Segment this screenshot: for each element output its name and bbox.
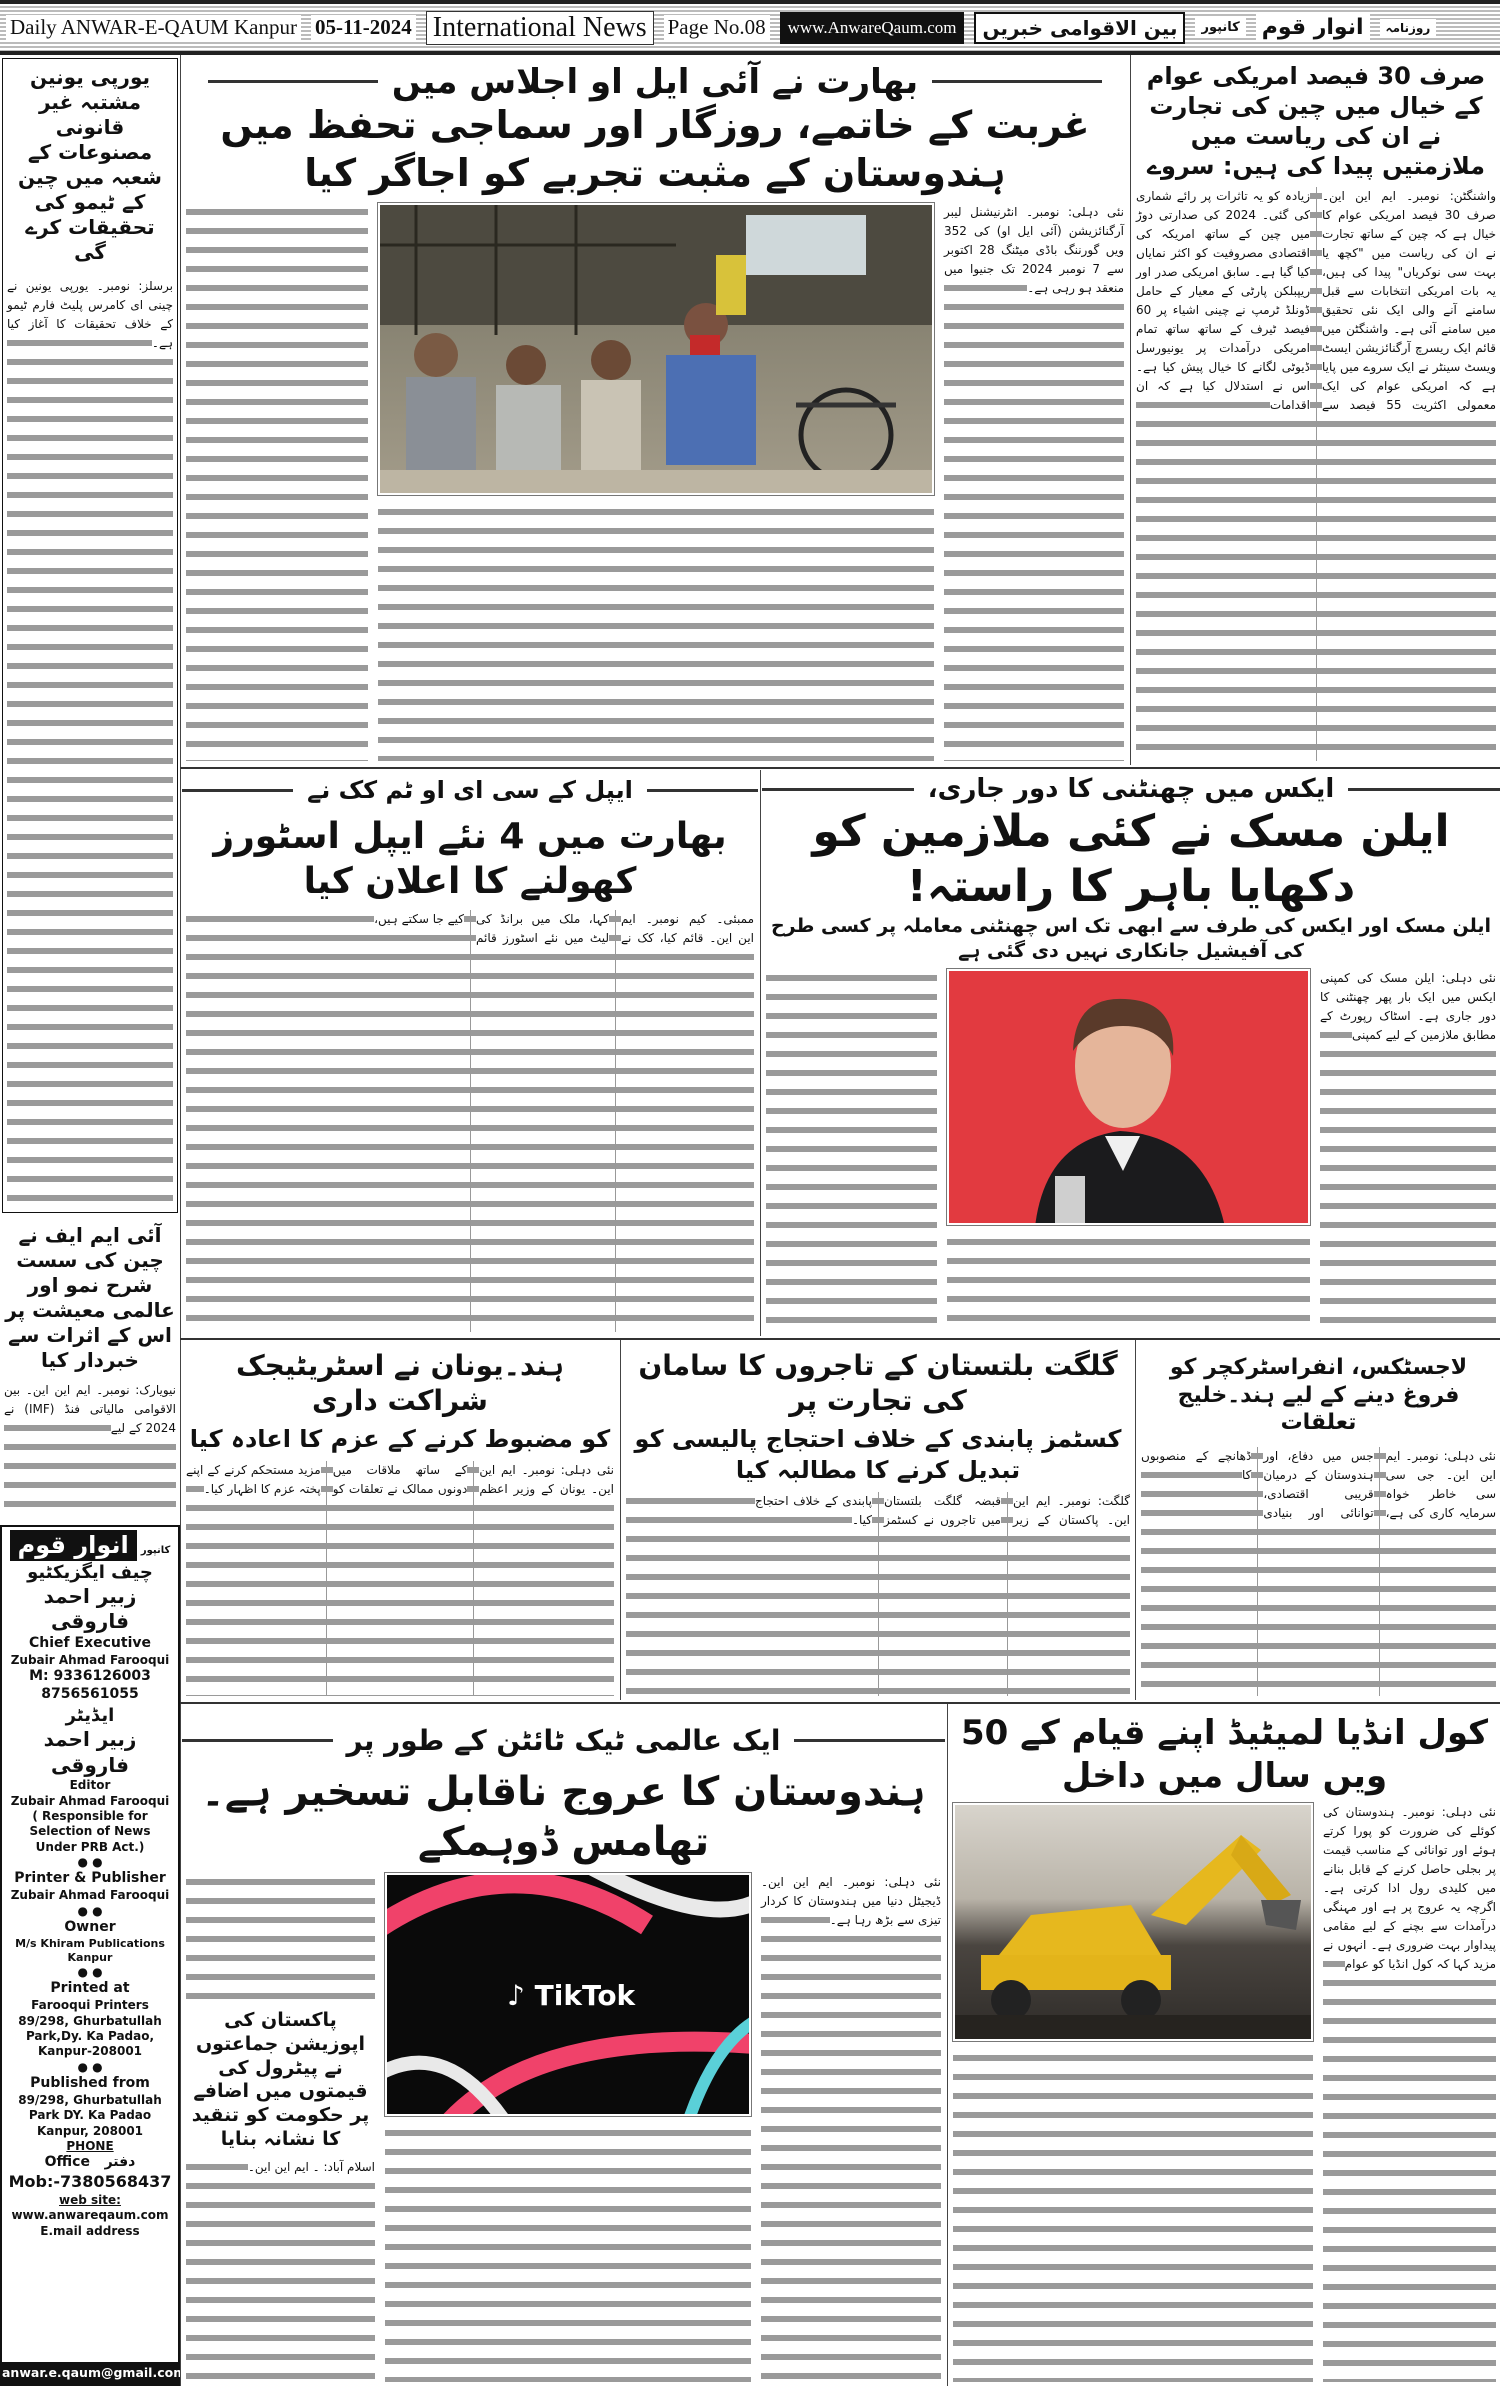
article-body	[1320, 969, 1496, 1332]
office-label-urdu: دفتر	[104, 2154, 136, 2171]
article-body	[626, 1492, 1130, 1696]
headline: ایلن مسک نے کئی ملازمین کو دکھایا باہر کا راستہ!	[812, 806, 1450, 912]
body-text: نئی دہلی: نومبر۔ انٹرنیشنل لیبر آرگنائزیشن (آئی ایل او) کی 352 ویں گورننگ باڈی میٹنگ 28 اکتوبر سے 7 نومبر 2024 تک جنیوا میں منعقد ہو رہی ہے۔	[944, 205, 1124, 295]
text-block	[186, 203, 368, 761]
article-gilgit	[622, 1340, 1134, 1700]
workers-illustration	[378, 205, 932, 495]
editor-name: Zubair Ahmad Farooqui	[10, 1793, 170, 1808]
article-body	[186, 1461, 614, 1696]
tiktok-logo-text: TikTok	[534, 1979, 636, 2012]
mobile-1: 9336126003	[53, 1668, 151, 1685]
text-block	[186, 1873, 375, 2003]
paper-name-urdu: انوار قوم	[1256, 13, 1370, 42]
body-text: برسلز: نومبر۔ یورپی یونین نے چینی ای کامرس پلیٹ فارم ٹیمو کے خلاف تحقیقات کا آغاز کیا ہے۔	[7, 279, 173, 350]
article-body	[1141, 1447, 1496, 1697]
column-divider	[1135, 1340, 1136, 1700]
text-block	[947, 1233, 1310, 1332]
headline: لاجسٹکس، انفراسٹرکچر کو فروغ دینے کے لیے ہند۔خلیج تعلقات	[1169, 1355, 1468, 1435]
website-link[interactable]: www.anwareqaum.com	[11, 2208, 169, 2223]
column-divider	[1130, 55, 1131, 765]
headline: کول انڈیا لمیٹیڈ اپنے قیام کے 50 ویں سال میں داخل	[960, 1713, 1489, 1796]
owner-label: Owner	[64, 1919, 116, 1936]
body-text: اسلام آباد: ۔ ایم این این۔	[247, 2159, 375, 2174]
headline: ہند۔یونان نے اسٹریٹیجک شراکت داری	[235, 1349, 565, 1417]
article-body	[186, 910, 754, 1332]
article-logistics	[1137, 1340, 1500, 1700]
published-address: 89/298, Ghurbatullah Park DY. Ka Padao Kanpur, 208001	[18, 2093, 162, 2138]
column-divider	[620, 1340, 621, 1700]
article-body	[7, 277, 173, 1208]
tiktok-note-icon: ♪	[507, 1979, 525, 2012]
headline: آئی ایم ایف نے چین کی سست شرح نمو اور عالمی معیشت پر اس کے اثرات سے خبردار کیا	[5, 1223, 175, 1372]
bullet-dots: ● ●	[77, 1965, 103, 1980]
paper-logo: انوار قوم	[10, 1530, 137, 1561]
article-body	[1136, 187, 1496, 761]
editor-name-urdu: زبیر احمد فاروقی	[43, 1727, 137, 1777]
kicker: بھارت نے آئی ایل او اجلاس میں	[182, 61, 1128, 102]
owner: M/s Khiram Publications Kanpur	[15, 1936, 165, 1964]
elon-musk-photo	[947, 969, 1310, 1225]
tiktok-logo	[507, 1979, 635, 2012]
coal-mine-photo	[953, 1803, 1313, 2041]
headline: بھارت میں 4 نئے ایپل اسٹورز کھولنے کا اعلان کیا	[213, 816, 727, 902]
article-elon-musk	[762, 770, 1500, 1336]
office-label: Office	[44, 2154, 90, 2171]
section-title: International News	[426, 11, 654, 45]
office-mobile: Mob:-7380568437	[8, 2172, 172, 2192]
article-imf	[0, 1215, 180, 1523]
body-text: نئی دہلی: نومبر۔ ایم این این۔ یونان کے وزیر اعظم کے ساتھ ملاقات میں دونوں ممالک نے تعلقات کو مزید مستحکم کرنے کے اپنے پختہ عزم کا اظہار کیا۔	[186, 1463, 614, 1497]
subheadline: کو مضبوط کرنے کے عزم کا اعادہ کیا	[189, 1425, 611, 1453]
website-link[interactable]: www.AnwareQaum.com	[780, 12, 965, 44]
article-body	[4, 1381, 176, 1519]
chief-exec-name: Zubair Ahmad Farooqui	[10, 1652, 170, 1667]
subheadline: ایلن مسک اور ایکس کی طرف سے ابھی تک اس چھنٹنی معاملہ پر کسی طرح کی آفیشیل جانکاری نہیں دی گئی ہے	[770, 915, 1492, 962]
responsible-note: ( Responsible for Selection of News Under PRB Act.)	[29, 1808, 151, 1854]
printer-name: Zubair Ahmad Farooqui	[10, 1888, 170, 1903]
workers-photo	[378, 203, 934, 495]
published-label: Published from	[30, 2075, 150, 2092]
email-link[interactable]: anwar.e.qaum@gmail.com	[2, 2362, 178, 2384]
article-coal-india	[949, 1704, 1500, 2386]
article-india-greece	[182, 1340, 618, 1700]
article-body	[944, 203, 1124, 761]
article-body	[761, 1873, 941, 2382]
body-text: ممبئی۔ کیم نومبر۔ ایم این این۔ قائم کیا، کک نے کہا، ملک میں برانڈ کی لیٹ میں نئے اسٹورز قائم کیے جا سکتے ہیں،	[374, 912, 754, 945]
editor-urdu: ایڈیٹر	[65, 1705, 115, 1727]
headline: صرف 30 فیصد امریکی عوام کے خیال میں چین کی تجارت نے ان کی ریاست میں ملازمتیں پیدا کی ہیں: سروے	[1146, 62, 1486, 180]
excavator-illustration	[953, 1805, 1311, 2041]
paper-name-english: Daily ANWAR-E-QAUM Kanpur	[6, 15, 301, 40]
article-ilo	[182, 55, 1128, 765]
printer-label: Printer & Publisher	[14, 1870, 166, 1887]
article-us-survey	[1132, 55, 1500, 765]
body-text: نئی دہلی: ایلن مسک کی کمپنی ایکس میں ایک بار پھر چھنٹنی کا دور جاری ہے۔ اسٹاک رپورٹ کے مطابق ملازمین کے لیے کمپنی	[1320, 971, 1496, 1043]
tiktok-image	[385, 1873, 751, 2116]
text-block	[385, 2124, 751, 2382]
body-text: نیویارک: نومبر۔ ایم این این۔ بین الاقوامی مالیاتی فنڈ (IMF) نے 2024 کے لیے	[4, 1383, 176, 1435]
headline: غربت کے خاتمے، روزگار اور سماجی تحفظ میں ہندوستان کے مثبت تجربے کو اجاگر کیا	[220, 103, 1090, 195]
column-divider	[760, 770, 761, 1336]
article-pakistan	[186, 1873, 375, 2382]
text-block	[953, 2049, 1313, 2382]
body-text: نئی دہلی: نومبر۔ ایم این این۔ جی سی سی خاطر خواہ سرمایہ کاری کی ہے، جس میں دفاع، اور ہندوستان کے درمیان قریبی اقتصادی، توانائی اور بنیادی ڈھانچے کے منصوبوں کا	[1141, 1448, 1496, 1520]
section-title-urdu: بین الاقوامی خبریں	[974, 12, 1185, 44]
logo-city: کانپور	[140, 1545, 171, 1556]
column-divider	[947, 1704, 948, 2386]
headline: گلگت بلتستان کے تاجروں کا سامان کی تجارت پر	[638, 1349, 1118, 1417]
article-tiktok	[182, 1704, 945, 2386]
kicker: ایکس میں چھنٹنی کا دور جاری،	[762, 774, 1500, 804]
chief-exec-label: Chief Executive	[29, 1634, 151, 1651]
printed-address: Farooqui Printers 89/298, Ghurbatullah Park,Dy. Ka Padao, Kanpur-208001	[18, 1998, 162, 2059]
body-text: گلگت: نومبر۔ ایم این این۔ پاکستان کے زیر قبضہ گلگت بلتستان میں تاجروں نے کسٹمز پابندی کے خلاف احتجاج کیا۔	[755, 1494, 1130, 1528]
mobile-2: 8756561055	[41, 1686, 139, 1703]
chief-exec-name-urdu: زبیر احمد فاروقی	[43, 1583, 137, 1634]
page-number: Page No.08	[664, 15, 770, 40]
issue-date: 05-11-2024	[311, 15, 416, 40]
headline: یورپی یونین مشتبہ غیر قانونی مصنوعات کے شعبہ میں چین کے ٹیمو کی تحقیقات کرے گی	[18, 65, 162, 264]
city-urdu: کانپور	[1195, 18, 1245, 37]
text-block	[766, 969, 937, 1332]
body-text: نئی دہلی: نومبر۔ ہندوستان کی کوئلے کی ضرورت کو پورا کرتے ہوئے اور توانائی کے مناسب قیمت پر بجلی حاصل کرنے کے قابل بنانے میں کلیدی رول ادا کرتی ہے۔ اگرچہ یہ عروج پر ہے اور مہنگی درآمدات سے بچنے کے لیے مقامی پیداوار بہت ضروری ہے۔ انہوں نے مزید کہا کہ کول انڈیا کو عوام	[1323, 1805, 1496, 1971]
article-body	[186, 2158, 375, 2383]
text-block	[378, 503, 934, 761]
printed-label: Printed at	[50, 1980, 130, 1997]
headline: پاکستان کی اپوزیشن جماعتوں نے پیٹرول کی قیمتوں میں اضافے پر حکومت کو تنقید کا نشانہ بنایا	[191, 2009, 370, 2150]
column-divider	[180, 55, 181, 2386]
headline: ہندوستان کا عروج ناقابل تسخیر ہے۔ تھامس ڈوہمکے	[201, 1769, 926, 1865]
elon-musk-illustration	[947, 971, 1308, 1225]
page-header	[0, 0, 1500, 55]
kicker: ایک عالمی ٹیک ٹائٹن کے طور پر	[182, 1724, 945, 1757]
paper-type-urdu: روزنامہ	[1380, 19, 1437, 37]
body-text: واشنگٹن: نومبر۔ ایم این این۔ صرف 30 فیصد امریکی عوام کا خیال ہے کہ چین کے ساتھ تجارت نے ان کی ریاست میں "کچھ یا بہت سی نوکریاں" پیدا کی ہیں، یہ بات امریکی انتخابات سے قبل سامنے آنے والی ایک نئی تحقیق میں سامنے آئی ہے۔ واشنگٹن میں قائم ایک ریسرچ آرگنائزیشن ایسٹ ویسٹ سینٹر نے ایک سروے میں پایا ہے کہ امریکی عوام کی ایک معمولی اکثریت 55 فیصد سے زیادہ کو یہ تاثرات پر رائے شماری کی گئی۔ 2024 کی صدارتی دوڑ میں چین کے ساتھ امریکہ کی اقتصادی مصروفیت کو اکثر نمایاں کیا گیا ہے۔ سابق امریکی صدر اور ریپبلکن پارٹی کے معیار کے حامل ڈونلڈ ٹرمپ نے چینی اشیاء پر 60 فیصد ٹیرف کے ساتھ ساتھ تمام امریکی درآمدات پر یونیورسل ڈیوٹی لگانے کا خیال پیش کیا ہے۔ اس نے استدلال کیا ہے کہ ان اقدامات	[1136, 189, 1496, 412]
bullet-dots: ● ●	[77, 1855, 103, 1870]
article-body	[1323, 1803, 1496, 2382]
kicker: ایپل کے سی ای او ٹم کک نے	[182, 776, 758, 804]
body-text: نئی دہلی: نومبر۔ ایم این این۔ ڈیجیٹل دنیا میں ہندوستان کا کردار تیزی سے بڑھ رہا ہے۔	[761, 1875, 941, 1927]
editor-label: Editor	[69, 1778, 111, 1793]
bullet-dots: ● ●	[77, 2059, 103, 2074]
email-label: E.mail address	[40, 2223, 140, 2238]
section-divider	[180, 767, 1500, 769]
chief-exec-urdu: چیف ایگزیکٹیو	[27, 1561, 153, 1583]
subheadline: کسٹمز پابندی کے خلاف احتجاج پالیسی کو تبدیل کرنے کا مطالبہ کیا	[634, 1425, 1122, 1485]
bullet-dots: ● ●	[77, 1903, 103, 1918]
website-label: web site:	[59, 2192, 121, 2207]
phone-label: PHONE	[66, 2139, 114, 2154]
masthead-box	[0, 1525, 187, 2386]
article-eu-temu	[2, 58, 178, 1213]
article-apple	[182, 770, 758, 1336]
mobile-label: M:	[29, 1668, 49, 1685]
